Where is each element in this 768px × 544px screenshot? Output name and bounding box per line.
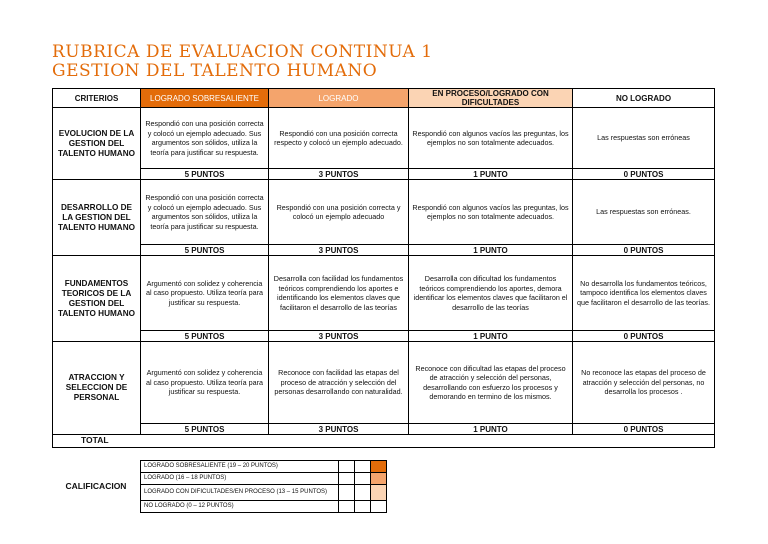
sobresaliente-cell: Respondió con una posición correcta y colocó un ejemplo adecuado. Sus argumentos son sólidos, utiliza la teoría para justificar su respuesta. [141, 108, 269, 169]
legend-row [141, 461, 387, 473]
logrado-cell: Desarrolla con facilidad los fundamentos teóricos comprendiendo los aportes e identificando los elementos claves que facilitaron el desarrollo de las teorías [269, 256, 409, 331]
legend-row [141, 473, 387, 485]
header-criterios: CRITERIOS [53, 89, 141, 108]
no-logrado-cell: Las respuestas son erróneas. [573, 180, 715, 245]
header-sobresaliente: LOGRADO SOBRESALIENTE [141, 89, 269, 108]
legend-label: NO LOGRADO (0 – 12 PUNTOS) [141, 501, 339, 513]
points-cell: 5 PUNTOS [141, 424, 269, 435]
legend-row [141, 501, 387, 513]
legend-row [141, 485, 387, 501]
legend-swatch-empty [355, 473, 371, 485]
points-cell: 3 PUNTOS [269, 331, 409, 342]
points-cell: 3 PUNTOS [269, 245, 409, 256]
table-row [53, 180, 715, 245]
no-logrado-cell: No desarrolla los fundamentos teóricos, tampoco identifica los elementos claves que facilitaron el desarrollo de las teorías. [573, 256, 715, 331]
points-cell: 5 PUNTOS [141, 245, 269, 256]
calificacion-label: CALIFICACION [65, 481, 127, 491]
proceso-cell: Desarrolla con dificultad los fundamentos teóricos comprendiendo los aportes, demora identificar los elementos claves que facilitaron el desarrollo de las teorías [409, 256, 573, 331]
total-row [53, 435, 715, 448]
legend-swatch-empty [355, 485, 371, 501]
points-cell: 0 PUNTOS [573, 424, 715, 435]
legend-swatch-proceso [371, 485, 387, 501]
calificacion-legend [140, 460, 387, 513]
sobresaliente-cell: Argumentó con solidez y coherencia al caso propuesto. Utiliza teoría para justificar su respuesta. [141, 342, 269, 424]
criterio-cell: DESARROLLO DE LA GESTION DEL TALENTO HUMANO [53, 180, 141, 256]
legend-label: LOGRADO CON DIFICULTADES/EN PROCESO (13 – 15 PUNTOS) [141, 485, 339, 501]
legend-swatch-empty [339, 473, 355, 485]
table-row [53, 256, 715, 331]
document-subtitle: GESTION DEL TALENTO HUMANO [52, 61, 378, 81]
points-cell: 1 PUNTO [409, 424, 573, 435]
legend-label: LOGRADO SOBRESALIENTE (19 – 20 PUNTOS) [141, 461, 339, 473]
total-label: TOTAL [53, 435, 715, 448]
points-row [53, 331, 715, 342]
sobresaliente-cell: Argumentó con solidez y coherencia al caso propuesto. Utiliza teoría para justificar su respuesta. [141, 256, 269, 331]
points-cell: 1 PUNTO [409, 331, 573, 342]
points-cell: 5 PUNTOS [141, 169, 269, 180]
points-cell: 0 PUNTOS [573, 245, 715, 256]
points-row [53, 424, 715, 435]
criterio-cell: EVOLUCION DE LA GESTION DEL TALENTO HUMANO [53, 108, 141, 180]
points-cell: 1 PUNTO [409, 169, 573, 180]
points-cell: 1 PUNTO [409, 245, 573, 256]
points-cell: 5 PUNTOS [141, 331, 269, 342]
header-row [53, 89, 715, 108]
calificacion-section [52, 460, 714, 512]
proceso-cell: Reconoce con dificultad las etapas del proceso de atracción y selección del personas, desarrollando con esfuerzo los procesos y demorando en termino de los mismos. [409, 342, 573, 424]
table-row [53, 108, 715, 169]
header-logrado: LOGRADO [269, 89, 409, 108]
logrado-cell: Respondió con una posición correcta respecto y colocó un ejemplo adecuado. [269, 108, 409, 169]
legend-label: LOGRADO (16 – 18 PUNTOS) [141, 473, 339, 485]
legend-swatch-empty [339, 501, 355, 513]
legend-swatch-empty [339, 461, 355, 473]
header-no-logrado: NO LOGRADO [573, 89, 715, 108]
points-cell: 0 PUNTOS [573, 169, 715, 180]
document-title: RUBRICA DE EVALUACION CONTINUA 1 [52, 42, 433, 62]
points-cell: 0 PUNTOS [573, 331, 715, 342]
legend-swatch-empty [355, 501, 371, 513]
header-proceso: EN PROCESO/LOGRADO CON DIFICULTADES [409, 89, 573, 108]
legend-swatch-empty [355, 461, 371, 473]
points-cell: 3 PUNTOS [269, 169, 409, 180]
rubric-table [52, 88, 715, 448]
legend-swatch-logrado [371, 473, 387, 485]
proceso-cell: Respondió con algunos vacíos las preguntas, los ejemplos no son totalmente adecuados. [409, 108, 573, 169]
points-row [53, 245, 715, 256]
legend-swatch-empty [339, 485, 355, 501]
legend-swatch-no-logrado [371, 501, 387, 513]
criterio-cell: ATRACCION Y SELECCION DE PERSONAL [53, 342, 141, 435]
logrado-cell: Respondió con una posición correcta y colocó un ejemplo adecuado [269, 180, 409, 245]
proceso-cell: Respondió con algunos vacíos las preguntas, los ejemplos no son totalmente adecuados. [409, 180, 573, 245]
criterio-cell: FUNDAMENTOS TEORICOS DE LA GESTION DEL TALENTO HUMANO [53, 256, 141, 342]
no-logrado-cell: Las respuestas son erróneas [573, 108, 715, 169]
no-logrado-cell: No reconoce las etapas del proceso de atracción y selección del personas, no desarrolla los procesos . [573, 342, 715, 424]
sobresaliente-cell: Respondió con una posición correcta y colocó un ejemplo adecuado. Sus argumentos son sólidos, utiliza la teoría para justificar su respuesta. [141, 180, 269, 245]
points-cell: 3 PUNTOS [269, 424, 409, 435]
legend-swatch-sobresaliente [371, 461, 387, 473]
points-row [53, 169, 715, 180]
table-row [53, 342, 715, 424]
logrado-cell: Reconoce con facilidad las etapas del proceso de atracción y selección del personas desarrollando con naturalidad. [269, 342, 409, 424]
